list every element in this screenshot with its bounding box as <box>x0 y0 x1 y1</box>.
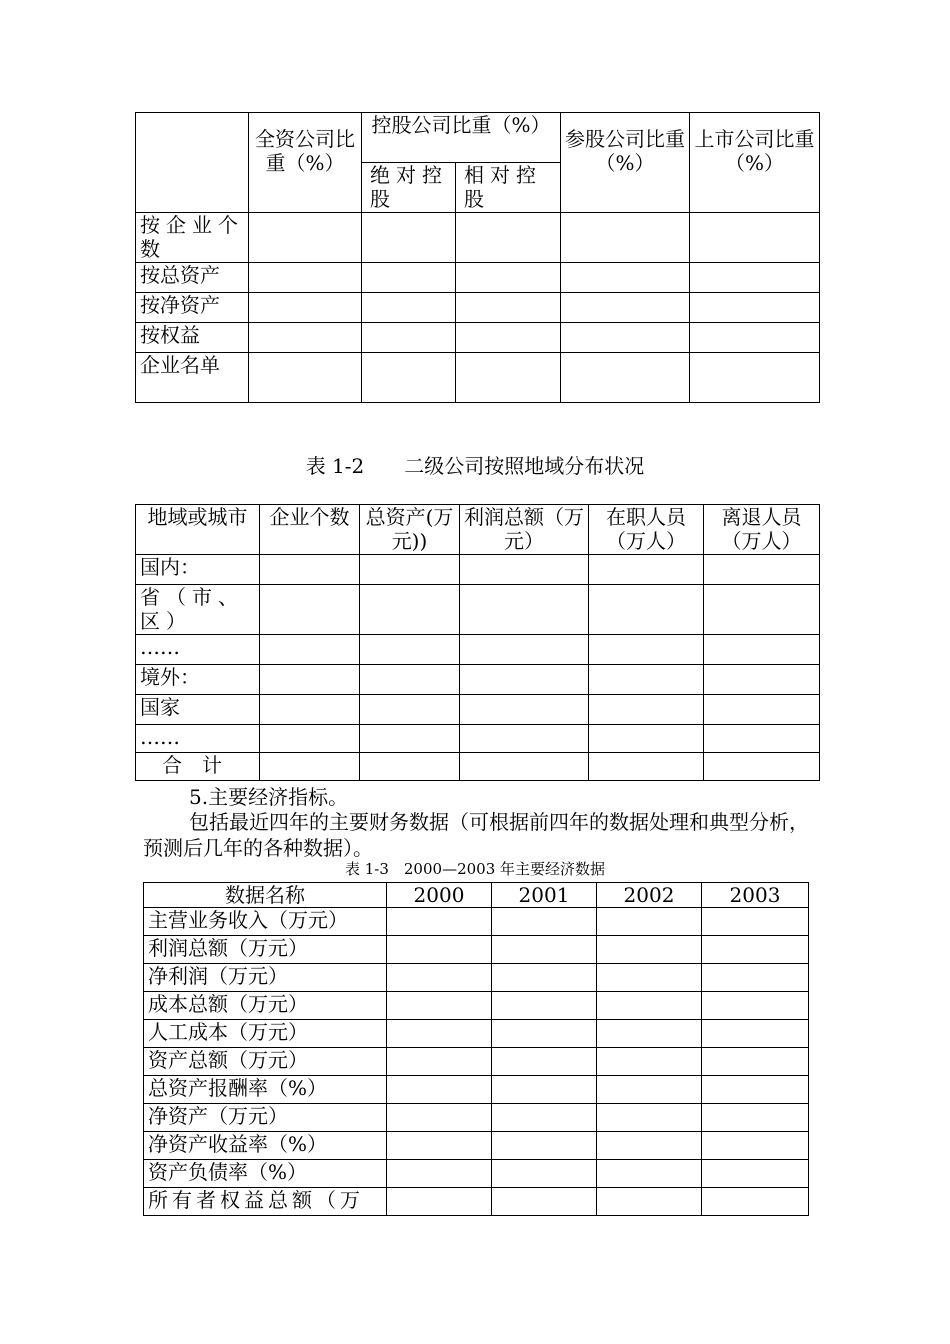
row-label: 所有者权益总额（万 <box>144 1188 387 1216</box>
header-retirees: 离退人员（万人） <box>704 505 820 555</box>
header-total-assets: 总资产(万元)) <box>360 505 460 555</box>
header-listed: 上市公司比重（%） <box>690 113 820 213</box>
header-year-2000: 2000 <box>387 883 492 908</box>
ownership-ratio-table <box>135 112 820 403</box>
economic-data-table <box>143 882 809 1216</box>
row-label: 企业名单 <box>136 353 249 403</box>
header-enterprise-count: 企业个数 <box>260 505 360 555</box>
row-label: …… <box>136 725 260 753</box>
header-wholly-owned: 全资公司比重（%） <box>249 113 362 213</box>
table-row <box>144 1188 809 1216</box>
row-label: 资产总额（万元） <box>144 1048 387 1076</box>
table-row <box>136 323 820 353</box>
header-employees: 在职人员（万人） <box>589 505 704 555</box>
row-label: 人工成本（万元） <box>144 1020 387 1048</box>
table-row <box>136 665 820 695</box>
table-row <box>136 555 820 585</box>
row-label: 净资产收益率（%） <box>144 1132 387 1160</box>
header-empty-cell <box>136 113 249 213</box>
header-year-2002: 2002 <box>597 883 702 908</box>
row-label: 省（市、区） <box>136 585 260 635</box>
table-row <box>136 263 820 293</box>
table-row <box>136 293 820 323</box>
row-label: 总资产报酬率（%） <box>144 1076 387 1104</box>
row-label: 主营业务收入（万元） <box>144 908 387 936</box>
table-row <box>136 725 820 753</box>
header-year-2001: 2001 <box>492 883 597 908</box>
table-row <box>136 753 820 781</box>
row-label: 按净资产 <box>136 293 249 323</box>
row-label-total: 合 计 <box>136 753 260 781</box>
table-row <box>144 936 809 964</box>
table-row <box>136 585 820 635</box>
table-row <box>136 353 820 403</box>
header-relative-holding: 相对控股 <box>456 163 561 213</box>
table-row <box>144 1020 809 1048</box>
header-data-name: 数据名称 <box>144 883 387 908</box>
row-label: 净资产（万元） <box>144 1104 387 1132</box>
table3-caption: 表 1-3 2000—2003 年主要经济数据 <box>344 860 606 878</box>
header-total-profit: 利润总额（万元） <box>460 505 589 555</box>
row-label: 按权益 <box>136 323 249 353</box>
section-heading: 5.主要经济指标。 <box>189 785 349 809</box>
header-participating: 参股公司比重（%） <box>561 113 690 213</box>
row-label: 利润总额（万元） <box>144 936 387 964</box>
row-label: 资产负债率（%） <box>144 1160 387 1188</box>
table-row <box>144 1160 809 1188</box>
table-row <box>144 992 809 1020</box>
header-holding: 控股公司比重（%） <box>362 113 561 163</box>
regional-distribution-table <box>135 504 820 781</box>
header-year-2003: 2003 <box>702 883 809 908</box>
table-row <box>136 213 820 263</box>
row-label: 按总资产 <box>136 263 249 293</box>
table-row <box>144 908 809 936</box>
row-label: …… <box>136 635 260 665</box>
table-row <box>144 1076 809 1104</box>
section-paragraph: 包括最近四年的主要财务数据（可根据前四年的数据处理和典型分析，预测后几年的各种数据）。 <box>143 810 809 860</box>
row-label: 成本总额（万元） <box>144 992 387 1020</box>
row-label: 净利润（万元） <box>144 964 387 992</box>
table-row <box>144 964 809 992</box>
header-absolute-holding: 绝对控股 <box>362 163 456 213</box>
table-row <box>144 1048 809 1076</box>
table-row <box>144 1104 809 1132</box>
table2-caption: 表 1-2 二级公司按照地域分布状况 <box>305 454 645 478</box>
header-region: 地域或城市 <box>136 505 260 555</box>
table-row <box>136 635 820 665</box>
row-label: 国家 <box>136 695 260 725</box>
table-row <box>144 1132 809 1160</box>
row-label: 国内： <box>136 555 260 585</box>
row-label: 按企业个数 <box>136 213 249 263</box>
row-label: 境外： <box>136 665 260 695</box>
table-row <box>136 695 820 725</box>
